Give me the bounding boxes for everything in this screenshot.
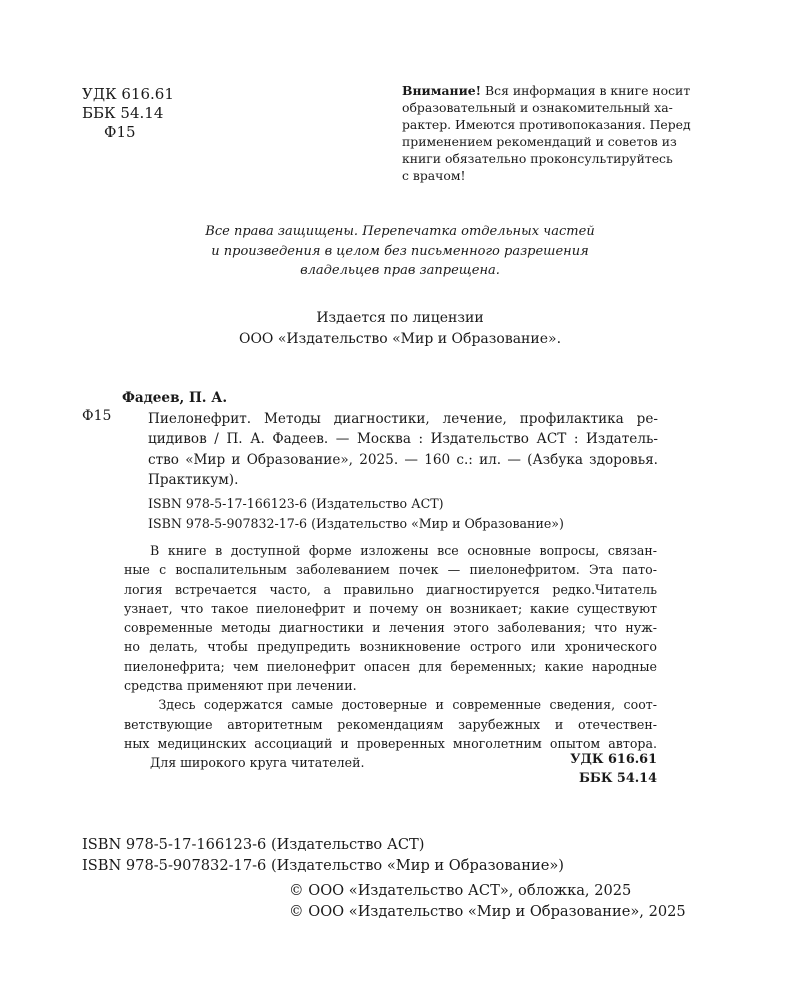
isbn-list-bottom	[82, 834, 564, 876]
rights-line: Все права защищены. Перепечатка отдельных частей	[205, 224, 595, 239]
annotation-line: пиелонефрита; чем пиелонефрит опасен для беременных; какие народные	[124, 658, 657, 674]
annotation	[124, 541, 657, 773]
annotation-line: но делать, чтобы предупредить возникновение острого или хронического	[124, 639, 657, 655]
license-notice	[0, 308, 800, 350]
isbn-line: ISBN 978-5-907832-17-6 (Издательство «Мир и Образование»)	[148, 516, 564, 531]
warning-line: применением рекомендаций и советов из	[402, 134, 677, 150]
bbk-code-top: ББК 54.14	[82, 104, 164, 122]
bib-line: Пиелонефрит. Методы диагностики, лечение, профилактика ре-	[148, 411, 658, 427]
warning-line: образовательный и ознакомительный ха-	[402, 100, 673, 116]
rights-notice	[0, 222, 800, 281]
annotation-line: В книге в доступной форме изложены все основные вопросы, связан-	[150, 543, 657, 558]
copyright-line: © ООО «Издательство АСТ», обложка, 2025	[289, 882, 632, 899]
warning-notice	[402, 82, 696, 185]
copyright-line: © ООО «Издательство «Мир и Образование», 2025	[289, 903, 686, 920]
warning-line: Вся информация в книге носит	[481, 83, 691, 98]
bib-line: Практикум).	[148, 472, 239, 489]
copyright-notice	[289, 880, 686, 922]
udk-code-top: УДК 616.61	[82, 85, 174, 103]
annotation-line: узнает, что такое пиелонефрит и почему он возникает; какие существуют	[124, 600, 657, 616]
audience-line: Для широкого круга читателей.	[150, 755, 365, 771]
bib-line: ство «Мир и Образование», 2025. — 160 с.: ил. — (Азбука здоровья.	[148, 451, 658, 468]
warning-line: книги обязательно проконсультируйтесь	[402, 151, 673, 167]
rights-line: и произведения в целом без письменного разрешения	[211, 243, 589, 259]
annotation-line: ные с воспалительным заболеванием почек — пиелонефритом. Эта пато-	[124, 562, 657, 578]
warning-label: Внимание!	[402, 83, 482, 98]
isbn-line: ISBN 978-5-17-166123-6 (Издательство АСТ)	[82, 836, 425, 853]
bibliographic-description	[148, 409, 658, 491]
license-line: ООО «Издательство «Мир и Образование».	[238, 331, 562, 347]
annotation-line: современные методы диагностики и лечения этого заболевания; что нуж-	[124, 620, 657, 636]
annotation-line: ных медицинских ассоциаций и проверенных многолетним опытом автора.	[124, 735, 657, 751]
isbn-line: ISBN 978-5-17-166123-6 (Издательство АСТ)	[148, 496, 444, 511]
classification-codes-right	[570, 750, 657, 789]
annotation-line: средства применяют при лечении.	[124, 678, 357, 694]
bbk-code: ББК 54.14	[578, 771, 657, 787]
annotation-line: ветствующие авторитетным рекомендациям зарубежных и отечествен-	[124, 716, 657, 732]
isbn-line: ISBN 978-5-907832-17-6 (Издательство «Мир и Образование»)	[82, 857, 564, 874]
warning-line: с врачом!	[402, 168, 466, 184]
udk-code: УДК 616.61	[570, 752, 657, 767]
rights-line: владельцев прав запрещена.	[300, 263, 500, 278]
annotation-line: логия встречается часто, а правильно диагностируется редко.Читатель	[124, 581, 657, 597]
license-line: Издается по лицензии	[316, 310, 484, 326]
author-cipher-top: Ф15	[104, 123, 136, 141]
isbn-list-inner	[148, 494, 564, 534]
annotation-line: Здесь содержатся самые достоверные и современные сведения, соот-	[150, 697, 657, 713]
author-cipher: Ф15	[82, 408, 112, 424]
warning-line: рактер. Имеются противопоказания. Перед	[402, 117, 691, 133]
author-heading: Фадеев, П. А.	[122, 390, 228, 406]
bib-line: цидивов / П. А. Фадеев. — Москва : Издательство АСТ : Издатель-	[148, 431, 658, 448]
